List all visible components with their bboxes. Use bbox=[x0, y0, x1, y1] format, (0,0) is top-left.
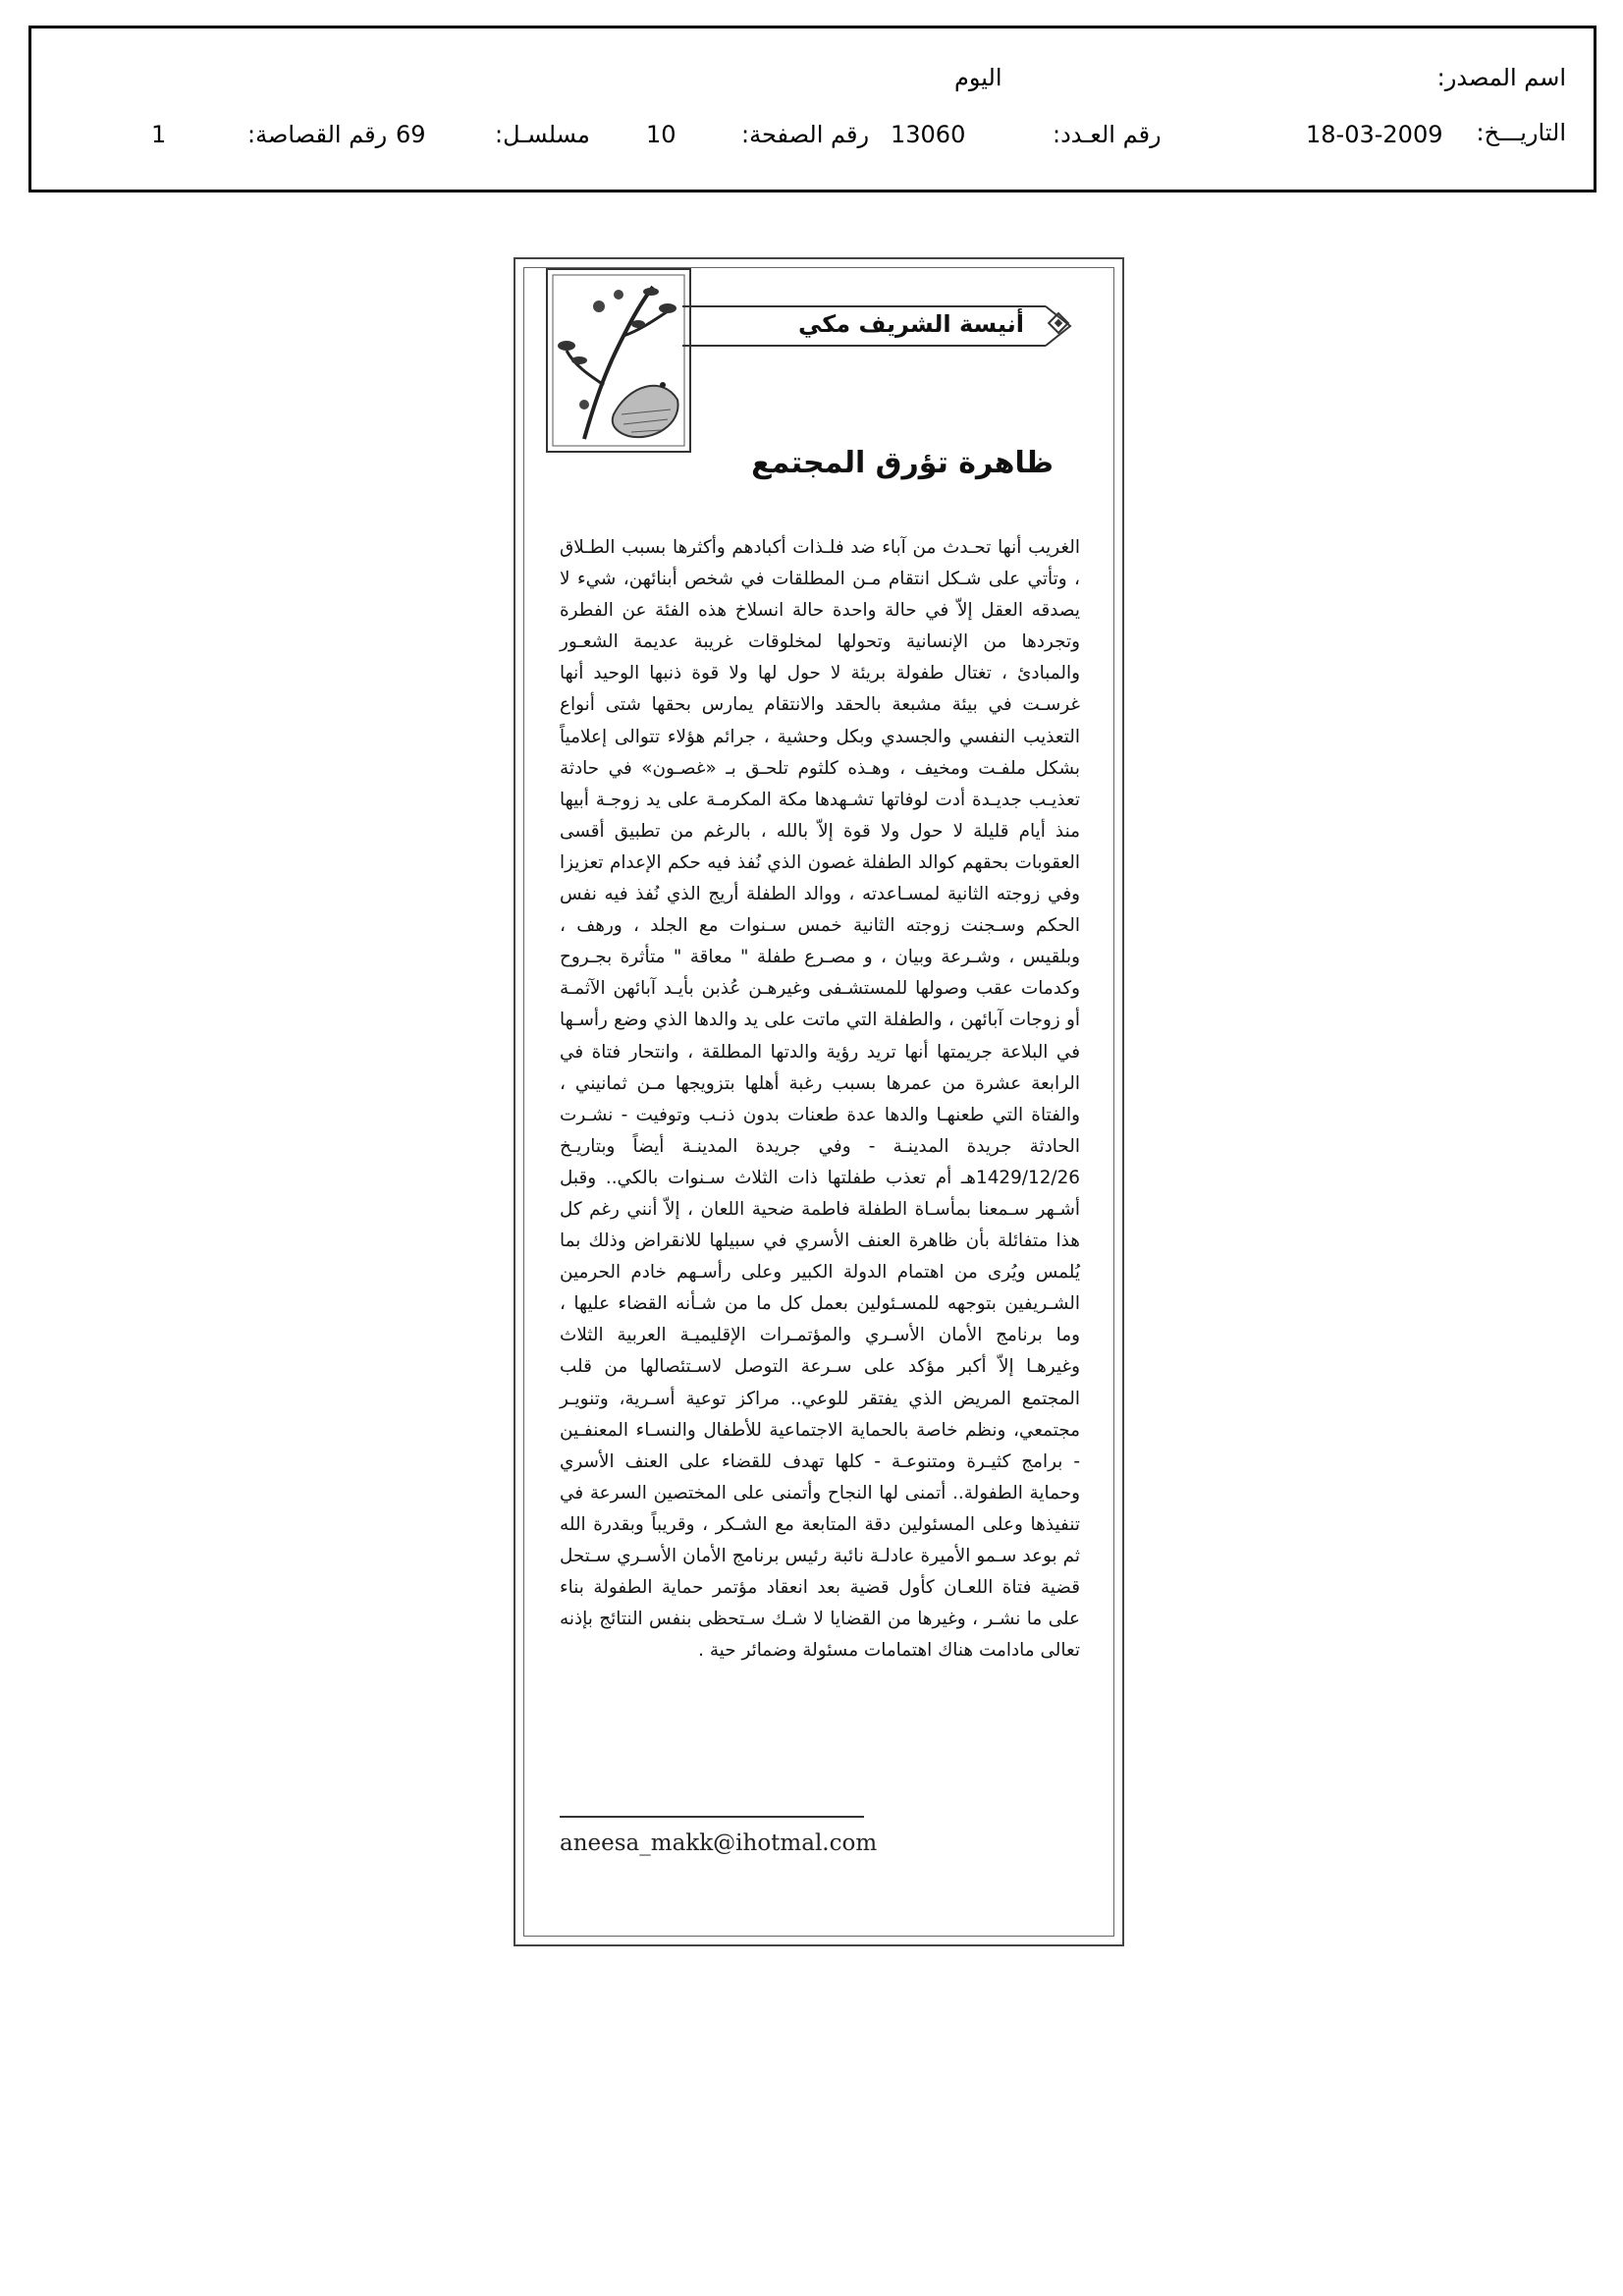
clip-number-value: 1 bbox=[151, 121, 167, 148]
serial-label: مسلسـل: bbox=[495, 121, 590, 148]
article-clipping bbox=[514, 257, 1124, 1946]
serial-value: 69 bbox=[396, 121, 426, 148]
signature-divider bbox=[560, 1816, 864, 1818]
author-email: aneesa_makk@ihotmal.com bbox=[560, 1831, 878, 1856]
date-label: التاريـــخ: bbox=[1476, 119, 1566, 146]
author-name: أنيسة الشريف مكي bbox=[797, 310, 1024, 338]
article-title: ظاهرة تؤرق المجتمع bbox=[751, 446, 1054, 480]
clipping-metadata-box bbox=[28, 26, 1596, 192]
page-value: 10 bbox=[646, 121, 676, 148]
source-value: اليوم bbox=[954, 64, 1002, 91]
page-label: رقم الصفحة: bbox=[741, 121, 870, 148]
issue-value: 13060 bbox=[891, 121, 966, 148]
clip-number-label: رقم القصاصة: bbox=[247, 121, 388, 148]
article-body: الغريب أنها تحـدث من آباء ضد فلـذات أكبادهم وأكثرها بسبب الطـلاق ، وتأتي على شـكل انتقام مـن المطلقات في شخص أبنائهن، شيء لا يصدقه العقل إلاّ في حالة واحدة حالة انسلاخ هذه الفئة عن الفطرة وتجردها من الإنسانية وتحولها لمخلوقات غريبة عديمة الشعـور والمبادئ ، تغتال طفولة بريئة لا حول لها ولا قوة ذنبها الوحيد أنها غرسـت في بيئة مشبعة بالحقد والانتقام يمارس بحقها شتى أنواع التعذيب النفسي والجسدي وبكل وحشية ، جرائم هؤلاء تتوالى إعلامياً بشكل ملفـت ومخيف ، وهـذه كلثوم تلحـق بـ «غصـون» في حادثة تعذيـب جديـدة أدت لوفاتها تشـهدها مكة المكرمـة على يد زوجـة أبيها منذ أيام قليلة لا حول ولا قوة إلاّ بالله ، بالرغم من تطبيق أقسى العقوبات بحقهم كوالد الطفلة غصون الذي نُفذ فيه حكم الإعدام تعزيزا وفي زوجته الثانية لمسـاعدته ، ووالد الطفلة أريج الذي نُفذ فيه نفس الحكم وسـجنت زوجته الثانية خمس سـنوات مع الجلد ، ورهف ، وبلقيس ، وشـرعة وبيان ، و مصـرع طفلة " معاقة " متأثرة بجـروح وكدمات عقب وصولها للمستشـفى وغيرهـن عُذبن بأيـد آبائهن الآثمـة أو زوجات آبائهن ، والطفلة التي ماتت على يد والدها الذي وضع رأسـها في البلاعة جريمتها أنها تريد رؤية والدتها المطلقة ، وانتحار فتاة في الرابعة عشرة من عمرها بسبب رغبة أهلها بتزويجها مـن ثمانيني ، والفتاة التي طعنهـا والدها عدة طعنات بدون ذنـب وتوفيت - نشـرت الحادثة جريدة المدينـة - وفي جريدة المدينـة أيضاً وبتاريـخ 1429/12/26هـ أم تعذب طفلتها ذات الثلاث سـنوات بالكي.. وقبل أشـهر سـمعنا بمأسـاة الطفلة فاطمة ضحية اللعان ، إلاّ أنني رغم كل هذا متفائلة بأن ظاهرة العنف الأسري في سبيلها للانقراض وذلك بما يُلمس ويُرى من اهتمام الدولة الكبير وعلى رأسـهم خادم الحرمين الشـريفين بتوجهه للمسـئولين بعمل كل ما من شـأنه القضاء عليها ، وما برنامج الأمان الأسـري والمؤتمـرات الإقليميـة العربية الثلاث وغيرهـا إلاّ أكبر مؤكد على سـرعة التوصل لاسـتئصالها من قلب المجتمع المريض الذي يفتقر للوعي.. مراكز توعية أسـرية، وتنويـر مجتمعي، ونظم خاصة بالحماية الاجتماعية للأطفال والنسـاء المعنفـين - برامج كثيـرة ومتنوعـة - كلها تهدف للقضاء على العنف الأسري وحماية الطفولة.. أتمنى لها النجاح وأتمنى على المختصين السرعة في تنفيذها وعلى المسئولين دقة المتابعة مع الشـكر ، وقريباً وبقدرة الله ثم بوعد سـمو الأميرة عادلـة نائبة رئيس برنامج الأمان الأسـري سـتحل قضية فتاة اللعـان كأول قضية بعد انعقاد مؤتمر حماية الطفولة بناء على ما نشـر ، وغيرها من القضايا لا شـك سـتحظى بنفس النتائج بإذنه تعالى مادامت هناك اهتمامات مسئولة وضمائر حية . bbox=[560, 537, 1080, 1662]
date-value: 18-03-2009 bbox=[1306, 121, 1443, 148]
tree-bird-ornament-icon bbox=[545, 267, 692, 454]
source-label: اسم المصدر: bbox=[1436, 64, 1566, 91]
issue-label: رقم العـدد: bbox=[1053, 121, 1162, 148]
